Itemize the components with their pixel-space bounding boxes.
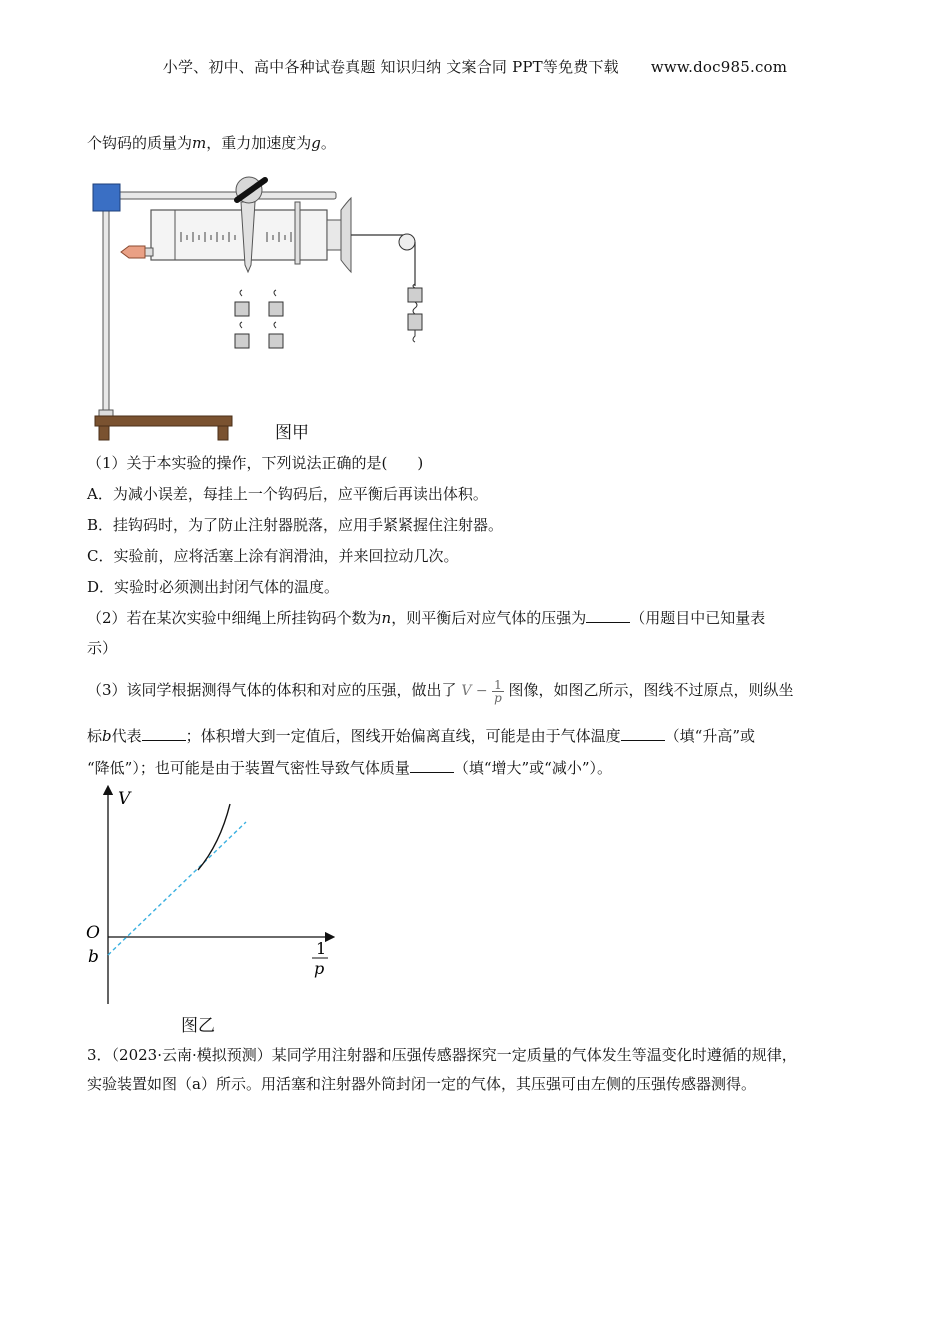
q3-l2-a: 代表	[111, 727, 142, 745]
intro-text-end: 。	[320, 134, 336, 152]
q1-option-a: A．为减小误差，每挂上一个钩码后，应平衡后再读出体积。	[87, 485, 488, 503]
expr-frac-den: p	[494, 690, 502, 705]
syringe-cap	[121, 246, 145, 258]
q1-option-c: C．实验前，应将活塞上涂有润滑油，并来回拉动几次。	[87, 547, 459, 565]
q2-answer-blank[interactable]	[586, 608, 630, 623]
q3-l3-b: （填“增大”或“减小”）。	[453, 759, 613, 777]
q3-line3	[87, 758, 612, 778]
q3-line2	[87, 726, 755, 746]
intro-text-mid: ，重力加速度为	[206, 134, 312, 152]
plunger-handle	[341, 198, 351, 272]
hanging-weights	[408, 284, 422, 342]
q3-line1	[87, 672, 794, 709]
figure-b-caption: 图乙	[181, 1016, 215, 1036]
holder-clip	[241, 202, 255, 272]
figure-a-caption: 图甲	[275, 423, 309, 443]
stand-foot	[99, 410, 113, 416]
pulley	[399, 234, 415, 250]
q2-text-mid: ，则平衡后对应气体的压强为	[391, 609, 587, 627]
q2-line2: 示）	[87, 639, 118, 657]
var-b: b	[102, 727, 112, 745]
q3-blank-b[interactable]	[142, 726, 186, 741]
q3-text-post: 图像，如图乙所示，图线不过原点，则纵坐	[508, 681, 794, 699]
base-leg-right	[218, 426, 228, 440]
var-n: n	[381, 609, 392, 627]
expr-fraction	[492, 679, 504, 704]
intro-text: 个钩码的质量为	[87, 134, 193, 152]
tangent-line	[108, 822, 246, 955]
figure-a-apparatus	[85, 160, 445, 445]
q3-blank-temp[interactable]	[621, 726, 665, 741]
intro-line	[87, 133, 336, 153]
q4-line1: 3．（2023·云南·模拟预测）某同学用注射器和压强传感器探究一定质量的气体发生等温变化时遵循的规律，	[87, 1046, 797, 1064]
header-text: 小学、初中、高中各种试卷真题 知识归纳 文案合同 PPT等免费下载	[162, 58, 619, 76]
stand-arm	[93, 192, 336, 199]
q3-blank-mass[interactable]	[410, 758, 454, 773]
data-curve	[198, 804, 230, 870]
q3-l2-b: ；体积增大到一定值后，图线开始偏离直线，可能是由于气体温度	[185, 727, 621, 745]
q3-l2-c: （填“升高”或	[664, 727, 755, 745]
var-m: m	[192, 134, 207, 152]
intercept-label: b	[88, 947, 99, 967]
q1-option-b: B．挂钩码时，为了防止注射器脱落，应用手紧紧握住注射器。	[87, 516, 504, 534]
clamp-block	[93, 184, 120, 211]
q2-text-post: （用题目中已知量表	[630, 609, 766, 627]
x-label-den: p	[314, 959, 325, 978]
q1-stem: （1）关于本实验的操作，下列说法正确的是( )	[87, 454, 424, 472]
plunger-stop	[295, 202, 300, 264]
figure-b-graph	[80, 782, 340, 1012]
syringe-barrel	[151, 210, 327, 260]
expr-dash: −	[475, 683, 488, 699]
base-leg-left	[99, 426, 109, 440]
q2-line1	[87, 608, 765, 628]
loose-weights	[235, 290, 283, 348]
var-g: g	[311, 134, 321, 152]
q3-text: （3）该同学根据测得气体的体积和对应的压强，做出了	[87, 681, 457, 699]
header-url: www.doc985.com	[650, 58, 788, 76]
q3-l2-pre: 标	[87, 727, 103, 745]
expr-v: V	[461, 683, 472, 699]
v-inv-p-expr	[461, 683, 492, 699]
q1-option-d: D．实验时必须测出封闭气体的温度。	[87, 578, 340, 596]
page-header	[0, 56, 950, 77]
origin-label: O	[86, 923, 100, 943]
x-label-num: 1	[316, 939, 327, 958]
y-axis-label: V	[118, 789, 131, 809]
q3-l3-a: “降低”）；也可能是由于装置气密性导致气体质量	[87, 759, 410, 777]
expr-frac-num: 1	[494, 677, 502, 692]
q4-line2: 实验装置如图（a）所示。用活塞和注射器外筒封闭一定的气体，其压强可由左侧的压强传感器测得。	[87, 1075, 756, 1093]
q2-text: （2）若在某次实验中细绳上所挂钩码个数为	[87, 609, 382, 627]
stand-base	[95, 416, 232, 426]
stand-rod	[103, 200, 109, 410]
plunger-rod	[327, 220, 341, 250]
